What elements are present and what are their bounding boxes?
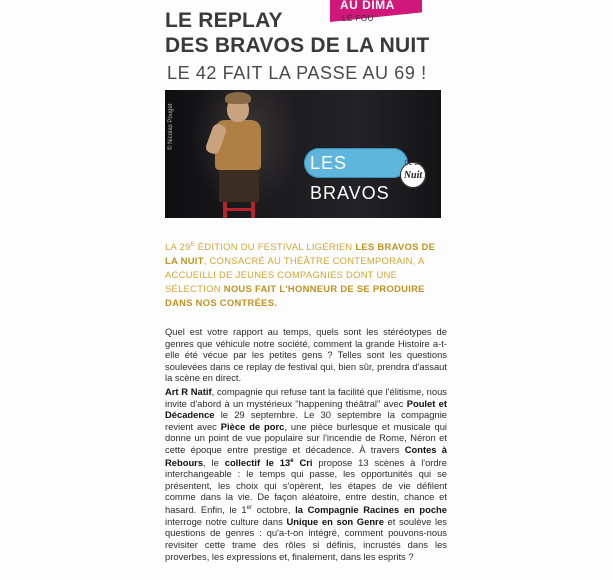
- subheadline: LE 42 FAIT LA PASSE AU 69 !: [167, 63, 427, 83]
- section-sub-label: LE FOU: [342, 14, 374, 23]
- festival-logo-badge-main: Nuit: [403, 170, 423, 181]
- article-lead: LA $29^E$ ÉDITION DU FESTIVAL LIGÉRIEN LES BRAVOS DE LA NUIT, CONSACRÉ AU THÉÂTRE CONTEMPORAIN, A ACCUEILLI DE JEUNES COMPAGNIES DONT UNE SÉLECTION NOUS FAIT L'HONNEUR DE SE PRODUIRE DANS NOS CONTRÉES.: [165, 241, 436, 309]
- headline-line-1: LE REPLAY: [165, 9, 283, 32]
- ladder-rung: [223, 208, 255, 211]
- actor-pants: [219, 168, 259, 202]
- article-paragraph-2: Art R Natif, compagnie qui refuse tant la facilité que l'élitisme, nous invite d'abord à un mystérieux "happening théâtral" avec Poulet et Décadence le 29 septembre. Le 30 septembre la compagnie revient avec Pièce de porc, une pièce burlesque et musicale qui donne un point de vue populaire sur l'incendie de Rome, Néron et cette époque entre prestige et décadence. À travers Contes à Rebours, le collectif le 13e Cri propose 13 scènes à l'ordre interchangeable : le temps qui passe, les opportunités qui se présentent, les choix qui s'opèrent, les étapes de vie défilent comme dans la vie. De façon aléatoire, entre destin, chance et hasard. Enfin, le 1er octobre, la Compagnie Racines en poche interroge notre culture dans Unique en son Genre et soulève les questions de genres : qu'a-t-on intégré, comment pouvons-nous revisiter cette trame des rôles si définis, incrustés dans les proverbes, les expressions et, finalement, dans les esprits ?: [165, 386, 448, 562]
- article-paragraph-1: Quel est votre rapport au temps, quels sont les stéréotypes de genres que véhicule notre société, comment la grande Histoire a-t-elle été vécue par les petites gens ? Telles sont les questions soulevées dans ce replay de festival qui, bien sûr, prendra d'assaut la scène en direct.: [165, 326, 447, 384]
- photo-credit: © Nicolas Pouget: [168, 103, 174, 150]
- festival-logo-badge-top: DE LA: [404, 161, 422, 167]
- actor-hair: [225, 92, 251, 104]
- headline-line-2: DES BRAVOS DE LA NUIT: [165, 34, 430, 57]
- festival-logo-text: LES BRAVOS: [310, 153, 390, 203]
- headline: [165, 8, 445, 58]
- section-tag-label: AU DIMA: [340, 0, 395, 12]
